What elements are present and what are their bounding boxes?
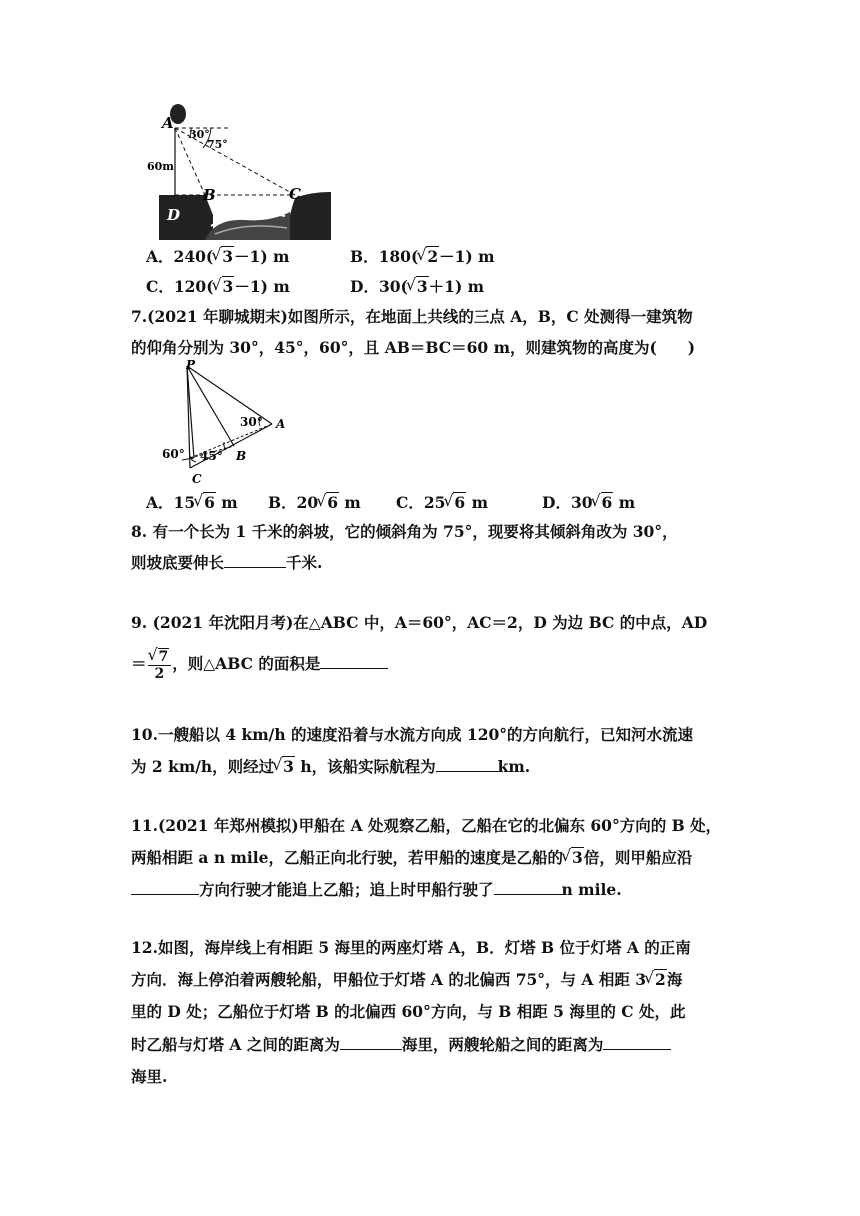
q9-answer-blank: [320, 653, 388, 669]
q8-line1: 8. 有一个长为 1 千米的斜坡，它的倾斜角为 75°，现要将其倾斜角改为 30°，: [131, 522, 678, 541]
q7-label-ang60: 60°: [162, 447, 185, 461]
q11-line2: 两船相距 a n mile，乙船正向北行驶，若甲船的速度是乙船的√ 3倍，则甲船应沿: [131, 847, 692, 869]
q7-option-d: D．30√ 6 m: [542, 492, 635, 514]
q7-option-a: A．15√ 6 m: [146, 492, 238, 514]
q6-label-height: 60m: [147, 160, 174, 173]
q9-line2: ＝ √ $\frac{7}{2}$ ，则△ABC 的面积是: [131, 644, 388, 684]
q9-fraction: √ $\frac{7}{2}$: [148, 649, 172, 682]
q6-label-ang1: 30°: [189, 128, 210, 141]
q8-line2: 则坡底要伸长 千米.: [131, 553, 323, 572]
q6-option-b: B．180(√ 2－1) m: [350, 246, 495, 268]
q11-answer-blank-2: [494, 879, 562, 895]
q6-option-c: C．120(√ 3－1) m: [146, 276, 290, 298]
q10-line2: 为 2 km/h，则经过√ 3 h，该船实际航程为 km.: [131, 756, 530, 778]
q12-line4: 时乙船与灯塔 A 之间的距离为 海里，两艘轮船之间的距离为: [131, 1034, 671, 1056]
q12-answer-blank-2: [603, 1034, 671, 1050]
q6-label-b: B: [203, 186, 216, 204]
q7-option-c: C．25√ 6 m: [396, 492, 488, 514]
q10-line1: 10.一艘船以 4 km/h 的速度沿着与水流方向成 120°的方向航行，已知河水流速: [131, 725, 694, 744]
q12-line3: 里的 D 处；乙船位于灯塔 B 的北偏西 60°方向，与 B 相距 5 海里的 C 处，此: [131, 1002, 686, 1021]
q7-label-a: A: [276, 417, 286, 431]
q6-label-c: C: [289, 185, 301, 203]
q6-option-d: D．30(√ 3＋1) m: [350, 276, 484, 298]
q7-label-ang30: 30°: [240, 415, 263, 429]
q12-line2: 方向．海上停泊着两艘轮船，甲船位于灯塔 A 的北偏西 75°，与 A 相距 3√ 2海: [131, 969, 682, 991]
q7-line2: 的仰角分别为 30°，45°，60°，且 AB＝BC＝60 m，则建筑物的高度为( ): [131, 338, 696, 357]
q7-line1: 7.(2021 年聊城期末)如图所示，在地面上共线的三点 A，B，C 处测得一建筑物: [131, 307, 693, 326]
q12-answer-blank-1: [340, 1034, 402, 1050]
q9-line1: 9. (2021 年沈阳月考)在△ABC 中，A＝60°，AC＝2，D 为边 BC 的中点，AD: [131, 613, 708, 632]
q11-line1: 11.(2021 年郑州模拟)甲船在 A 处观察乙船，乙船在它的北偏东 60°方向的 B 处，: [131, 816, 722, 835]
q8-answer-blank: [224, 552, 286, 568]
q11-answer-blank-1: [131, 879, 199, 895]
q11-line3: 方向行驶才能追上乙船；追上时甲船行驶了 n mile.: [131, 879, 622, 901]
q6-option-a: A．240(√ 3－1) m: [146, 246, 289, 268]
q6-label-ang2: 75°: [207, 138, 228, 151]
q6-label-d: D: [167, 206, 181, 224]
q7-label-c: C: [192, 472, 202, 486]
q6-figure: [145, 100, 335, 242]
q7-label-ang45: 45°: [200, 449, 223, 463]
q7-figure: [160, 360, 290, 488]
q12-line5: 海里.: [131, 1067, 168, 1086]
q6-label-a: A: [162, 114, 174, 132]
q12-line1: 12.如图，海岸线上有相距 5 海里的两座灯塔 A，B．灯塔 B 位于灯塔 A 的正南: [131, 938, 691, 957]
q7-option-b: B．20√ 6 m: [268, 492, 361, 514]
q7-label-b: B: [236, 449, 247, 463]
q10-answer-blank: [436, 756, 498, 772]
q7-label-p: P: [186, 360, 196, 372]
